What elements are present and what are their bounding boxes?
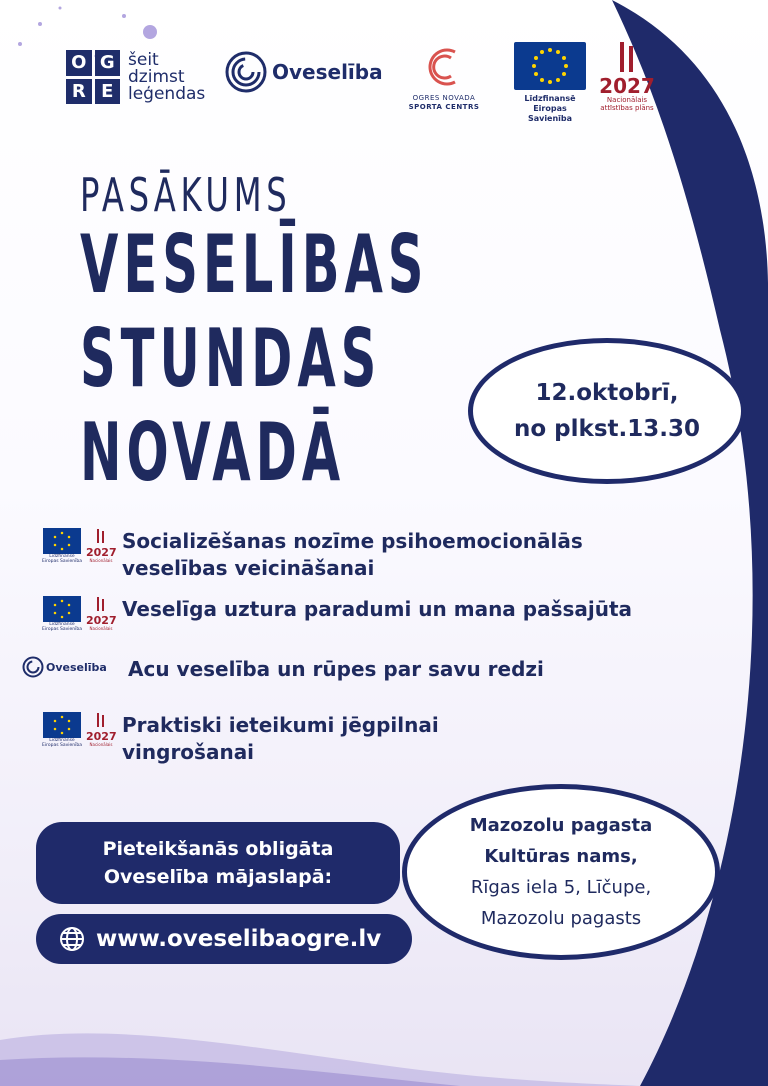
website-url[interactable]: www.oveselibaogre.lv [96,926,382,952]
venue-address: Mazozolu pagasts [480,908,642,929]
topic-item [22,596,632,632]
sparkle-dot [122,14,126,18]
sport-center-icon [421,44,467,90]
eu-2027-mini-logo: Līdzfinansē Eiropas Savienība 2027 Nacionālais [22,596,122,632]
event-title [80,218,428,500]
oveseliba-circle-icon [224,50,268,94]
oveseliba-logo [224,50,383,94]
topic-text: Acu veselība un rūpes par savu redzi [128,657,544,681]
sparkle-dot [143,25,157,39]
topic-text: Praktiski ieteikumi jēgpilnai vingrošanai [122,713,439,764]
date-badge [468,338,746,484]
title-line: VESELĪBAS [80,218,429,311]
eu-flag-icon [514,42,586,90]
registration-notice: Pieteikšanās obligāta Oveselība mājaslapā: [36,822,400,904]
topic-text: Veselīga uztura paradumi un mana pašsajūta [122,597,633,621]
title-line: STUNDAS [80,312,382,405]
eu-2027-mini-logo: Līdzfinansē Eiropas Savienība 2027 Nacionālais [22,712,122,748]
topic-item [22,712,439,766]
oveseliba-circle-icon [22,656,44,678]
plan-2027-logo: 2027 Nacionālais attīstības plāns [592,42,662,112]
oveseliba-logo-text: Oveselība [272,60,383,84]
eu-logo: Līdzfinansē Eiropas Savienība [512,42,588,124]
venue-badge [402,784,720,960]
topic-text: Socializēšanas nozīme psihoemocionālās veselības veicināšanai [122,529,583,580]
venue-name: Kultūras nams, [484,846,638,867]
sparkle-dot [38,22,42,26]
ogre-slogan: šeit dzimst leģendas [128,49,206,104]
sparkle-dot [18,42,22,46]
plan-2027-bars-icon [615,42,639,72]
ogre-logo [66,50,205,104]
eu-flag-icon [43,712,81,738]
topic-item [22,656,544,683]
sport-center-logo: OGRES NOVADA SPORTA CENTRS [404,44,484,112]
eu-flag-icon [43,596,81,622]
website-link[interactable] [36,914,412,964]
title-line: NOVADĀ [80,406,346,499]
venue-name: Mazozolu pagasta [469,815,653,836]
eu-flag-icon [43,528,81,554]
event-date: 12.oktobrī, [535,380,679,406]
oveseliba-mini-logo: Oveselība [22,656,128,678]
ogre-letter: O [66,50,92,76]
ogre-letter: G [95,50,121,76]
ogre-logo-mark [66,50,120,104]
ogre-letter: E [95,79,121,105]
globe-icon [58,925,86,953]
sparkle-dot [59,7,62,10]
venue-address: Rīgas iela 5, Līčupe, [470,877,652,898]
topic-item [22,528,583,582]
event-label: PASĀKUMS [80,168,292,222]
event-time: no plkst.13.30 [514,416,700,442]
eu-2027-mini-logo: Līdzfinansē Eiropas Savienība 2027 Nacionālais [22,528,122,564]
ogre-letter: R [66,79,92,105]
